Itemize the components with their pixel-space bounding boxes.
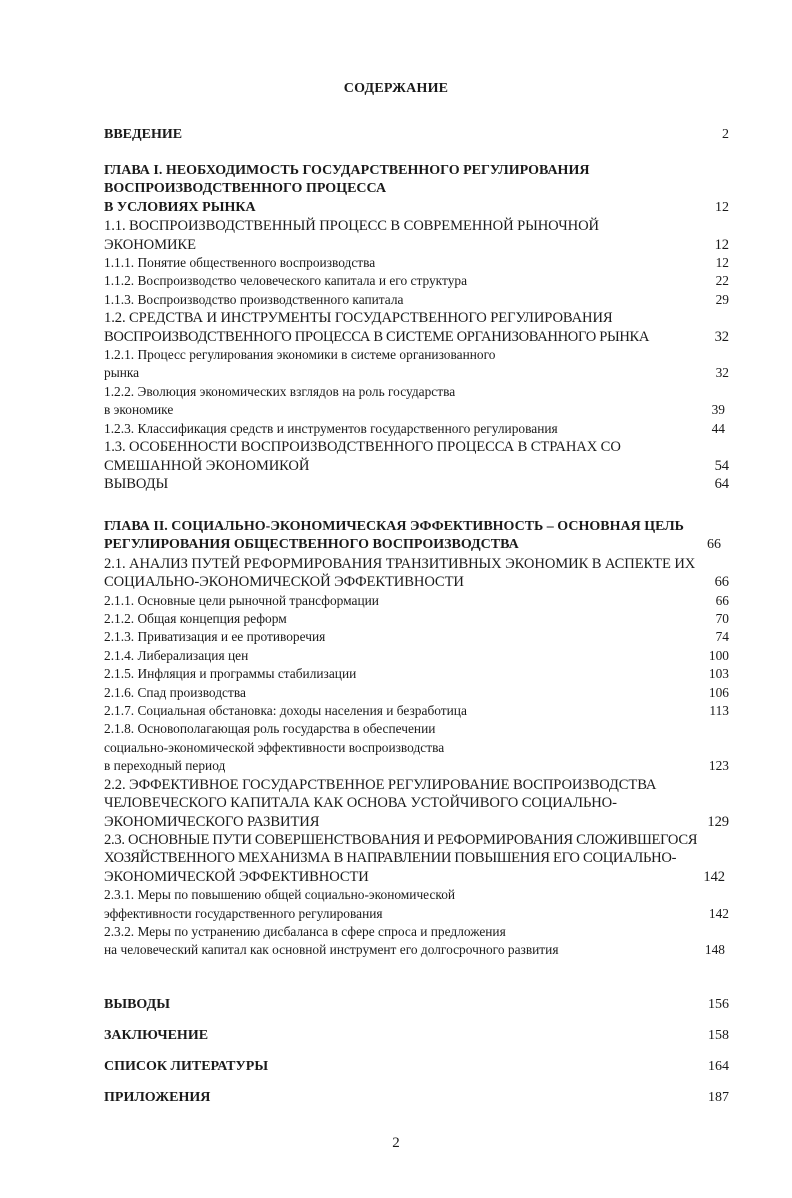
toc-entry-label: 2.3.1. Меры по повышению общей социально-экономической <box>104 887 456 903</box>
toc-entry-label: 1.3. ОСОБЕННОСТИ ВОСПРОИЗВОДСТВЕННОГО ПРОЦЕССА В СТРАНАХ СО <box>104 439 621 456</box>
toc-entry-label: 2.1.8. Основополагающая роль государства в обеспечении <box>104 721 436 737</box>
toc-entry-label: 1.2. СРЕДСТВА И ИНСТРУМЕНТЫ ГОСУДАРСТВЕННОГО РЕГУЛИРОВАНИЯ <box>104 310 613 327</box>
toc-entry-label: ГЛАВА II. СОЦИАЛЬНО-ЭКОНОМИЧЕСКАЯ ЭФФЕКТИВНОСТЬ – ОСНОВНАЯ ЦЕЛЬ <box>104 519 684 534</box>
toc-entry-page: 64 <box>714 475 729 492</box>
toc-entry-label: ЗАКЛЮЧЕНИЕ <box>104 1027 209 1043</box>
toc-entry-label: 2.1.2. Общая концепция реформ <box>104 611 287 627</box>
toc-chapter-2 <box>104 518 729 960</box>
toc-entry-page: 12 <box>715 255 729 271</box>
toc-subsection <box>104 923 729 941</box>
toc-section <box>104 217 729 235</box>
toc-entry-label: 1.1.3. Воспроизводство производственного капитала <box>104 291 404 307</box>
toc-entry-page: 113 <box>709 703 729 719</box>
page-number: 2 <box>392 1135 400 1151</box>
toc-entry-page: 22 <box>715 273 729 289</box>
toc-entry-label: в переходный период <box>104 758 226 774</box>
toc-end-matter <box>104 983 729 1107</box>
toc-subsection <box>104 647 729 665</box>
toc-entry-label: СМЕШАННОЙ ЭКОНОМИКОЙ <box>104 457 310 474</box>
toc-entry-page: 66 <box>707 537 721 553</box>
toc-entry-label: 2.3. ОСНОВНЫЕ ПУТИ СОВЕРШЕНСТВОВАНИЯ И РЕФОРМИРОВАНИЯ СЛОЖИВШЕГОСЯ <box>104 831 698 848</box>
toc-subsection <box>104 720 729 738</box>
toc-entry-label: ЭКОНОМИЧЕСКОГО РАЗВИТИЯ <box>104 813 320 830</box>
toc-entry <box>104 1014 729 1045</box>
toc-entry-page: 12 <box>715 199 729 215</box>
page-title: СОДЕРЖАНИЕ <box>343 81 449 96</box>
toc-entry-label: на человеческий капитал как основной инструмент его долгосрочного развития <box>104 942 559 958</box>
toc-entry-page: 103 <box>708 666 729 682</box>
toc-entry-label: ГЛАВА I. НЕОБХОДИМОСТЬ ГОСУДАРСТВЕННОГО РЕГУЛИРОВАНИЯ <box>104 163 590 178</box>
toc-entry-page: 44 <box>711 420 725 436</box>
toc-chapter-1 <box>104 162 729 493</box>
chapter-heading <box>104 180 729 198</box>
toc-entry-page: 129 <box>707 813 729 830</box>
toc-entry-page: 158 <box>708 1027 729 1043</box>
toc-entry-label: 2.1. АНАЛИЗ ПУТЕЙ РЕФОРМИРОВАНИЯ ТРАНЗИТИВНЫХ ЭКОНОМИК В АСПЕКТЕ ИХ <box>104 555 696 572</box>
toc-intro <box>104 126 729 144</box>
toc-subsection <box>104 757 729 775</box>
toc-entry-page: 66 <box>715 592 729 608</box>
toc-entry-label: 2.1.4. Либерализация цен <box>104 647 249 663</box>
toc-entry-page: 12 <box>714 236 729 253</box>
toc-section <box>104 831 729 849</box>
toc-entry-label: 2.1.7. Социальная обстановка: доходы населения и безработица <box>104 703 467 719</box>
toc-entry-label: ЧЕЛОВЕЧЕСКОГО КАПИТАЛА КАК ОСНОВА УСТОЙЧИВОГО СОЦИАЛЬНО- <box>104 795 617 812</box>
chapter-heading <box>104 162 729 180</box>
toc-entry-label: ВЫВОДЫ <box>104 475 169 492</box>
toc-entry-page: 187 <box>708 1089 729 1105</box>
toc-entry-label: 1.2.3. Классификация средств и инструментов государственного регулирования <box>104 420 558 436</box>
toc-entry-label: 2.1.1. Основные цели рыночной трансформации <box>104 592 379 608</box>
toc-subsection <box>104 364 729 382</box>
toc-entry-label: ЭКОНОМИКЕ <box>104 236 196 253</box>
toc-entry-label: В УСЛОВИЯХ РЫНКА <box>104 199 256 215</box>
toc-subsection <box>104 684 729 702</box>
toc-entry-label: 1.1.1. Понятие общественного воспроизводства <box>104 255 376 271</box>
toc-section <box>104 849 729 867</box>
chapter-heading <box>104 518 729 536</box>
toc-subsection <box>104 628 729 646</box>
toc-subsection <box>104 739 729 757</box>
toc-entry <box>104 1045 729 1076</box>
toc-entry-label: ЭКОНОМИЧЕСКОЙ ЭФФЕКТИВНОСТИ <box>104 868 369 885</box>
toc-entry-label: 2.1.5. Инфляция и программы стабилизации <box>104 666 357 682</box>
toc-entry-label: рынка <box>104 365 140 381</box>
toc-section <box>104 555 729 573</box>
toc-entry-page: 164 <box>708 1058 729 1074</box>
toc-subsection <box>104 610 729 628</box>
toc-entry-page: 142 <box>708 905 729 921</box>
toc-subsection <box>104 941 729 959</box>
toc-section <box>104 236 729 254</box>
toc-entry-label: 1.1. ВОСПРОИЗВОДСТВЕННЫЙ ПРОЦЕСС В СОВРЕМЕННОЙ РЫНОЧНОЙ <box>104 218 599 235</box>
toc-section <box>104 475 729 493</box>
toc-entry-page: 32 <box>714 328 729 345</box>
toc-subsection <box>104 254 729 272</box>
toc-entry-label: 2.1.3. Приватизация и ее противоречия <box>104 629 326 645</box>
toc-entry-label: социально-экономической эффективности воспроизводства <box>104 739 445 755</box>
toc-section <box>104 328 729 346</box>
toc-entry-label: 1.1.2. Воспроизводство человеческого капитала и его структура <box>104 273 468 289</box>
toc-entry-page: 100 <box>708 647 729 663</box>
chapter-heading <box>104 199 729 217</box>
toc-section <box>104 776 729 794</box>
toc-section <box>104 573 729 591</box>
toc-entry-label: 1.2.1. Процесс регулирования экономики в системе организованного <box>104 347 496 363</box>
toc-entry-label: РЕГУЛИРОВАНИЯ ОБЩЕСТВЕННОГО ВОСПРОИЗВОДСТВА <box>104 537 519 553</box>
toc-entry-page: 74 <box>715 629 729 645</box>
toc-subsection <box>104 383 729 401</box>
toc-entry-label: ХОЗЯЙСТВЕННОГО МЕХАНИЗМА В НАПРАВЛЕНИИ ПОВЫШЕНИЯ ЕГО СОЦИАЛЬНО- <box>104 850 677 867</box>
toc-section <box>104 457 729 475</box>
toc-section <box>104 309 729 327</box>
toc-entry-label: ВОСПРОИЗВОДСТВЕННОГО ПРОЦЕССА <box>104 181 387 197</box>
toc-subsection <box>104 346 729 364</box>
toc-entry-label: 1.2.2. Эволюция экономических взглядов на роль государства <box>104 383 456 399</box>
toc-entry-label: ВОСПРОИЗВОДСТВЕННОГО ПРОЦЕССА В СИСТЕМЕ ОРГАНИЗОВАННОГО РЫНКА <box>104 328 650 345</box>
toc-entry-page: 29 <box>715 291 729 307</box>
toc-section <box>104 813 729 831</box>
toc-entry-page: 70 <box>715 611 729 627</box>
toc-entry-label: 2.3.2. Меры по устранению дисбаланса в сфере спроса и предложения <box>104 923 506 939</box>
toc-entry-page: 106 <box>708 684 729 700</box>
toc-entry-label: ВВЕДЕНИЕ <box>104 127 183 142</box>
toc-entry-page: 32 <box>715 365 729 381</box>
toc-entry-label: СОЦИАЛЬНО-ЭКОНОМИЧЕСКОЙ ЭФФЕКТИВНОСТИ <box>104 574 464 591</box>
toc-entry-label: 2.1.6. Спад производства <box>104 684 246 700</box>
toc-section <box>104 794 729 812</box>
toc-entry <box>104 983 729 1014</box>
chapter-heading <box>104 536 729 554</box>
toc-subsection <box>104 665 729 683</box>
toc-subsection <box>104 291 729 309</box>
toc-entry-label: СПИСОК ЛИТЕРАТУРЫ <box>104 1058 269 1074</box>
toc-entry-label: 2.2. ЭФФЕКТИВНОЕ ГОСУДАРСТВЕННОЕ РЕГУЛИРОВАНИЕ ВОСПРОИЗВОДСТВА <box>104 776 657 793</box>
toc-entry <box>104 126 729 144</box>
toc-entry-label: ВЫВОДЫ <box>104 996 170 1012</box>
toc-entry-page: 54 <box>714 457 729 474</box>
toc-section <box>104 868 729 886</box>
toc-entry-label: ПРИЛОЖЕНИЯ <box>104 1089 211 1105</box>
toc-entry-page: 123 <box>708 758 729 774</box>
toc-entry-page: 148 <box>704 942 725 958</box>
toc-subsection <box>104 401 729 419</box>
toc-entry-page: 156 <box>708 996 729 1012</box>
toc-entry-page: 39 <box>711 402 725 418</box>
toc-subsection <box>104 272 729 290</box>
toc-entry-label: в экономике <box>104 402 174 418</box>
toc-subsection <box>104 905 729 923</box>
toc-section <box>104 438 729 456</box>
toc-subsection <box>104 702 729 720</box>
toc-entry <box>104 1076 729 1107</box>
toc-entry-label: эффективности государственного регулирования <box>104 905 383 921</box>
toc-subsection <box>104 592 729 610</box>
toc-entry-page: 2 <box>722 127 729 142</box>
toc-entry-page: 66 <box>714 574 729 591</box>
toc-subsection <box>104 886 729 904</box>
toc-subsection <box>104 420 729 438</box>
toc-entry-page: 142 <box>703 868 725 885</box>
